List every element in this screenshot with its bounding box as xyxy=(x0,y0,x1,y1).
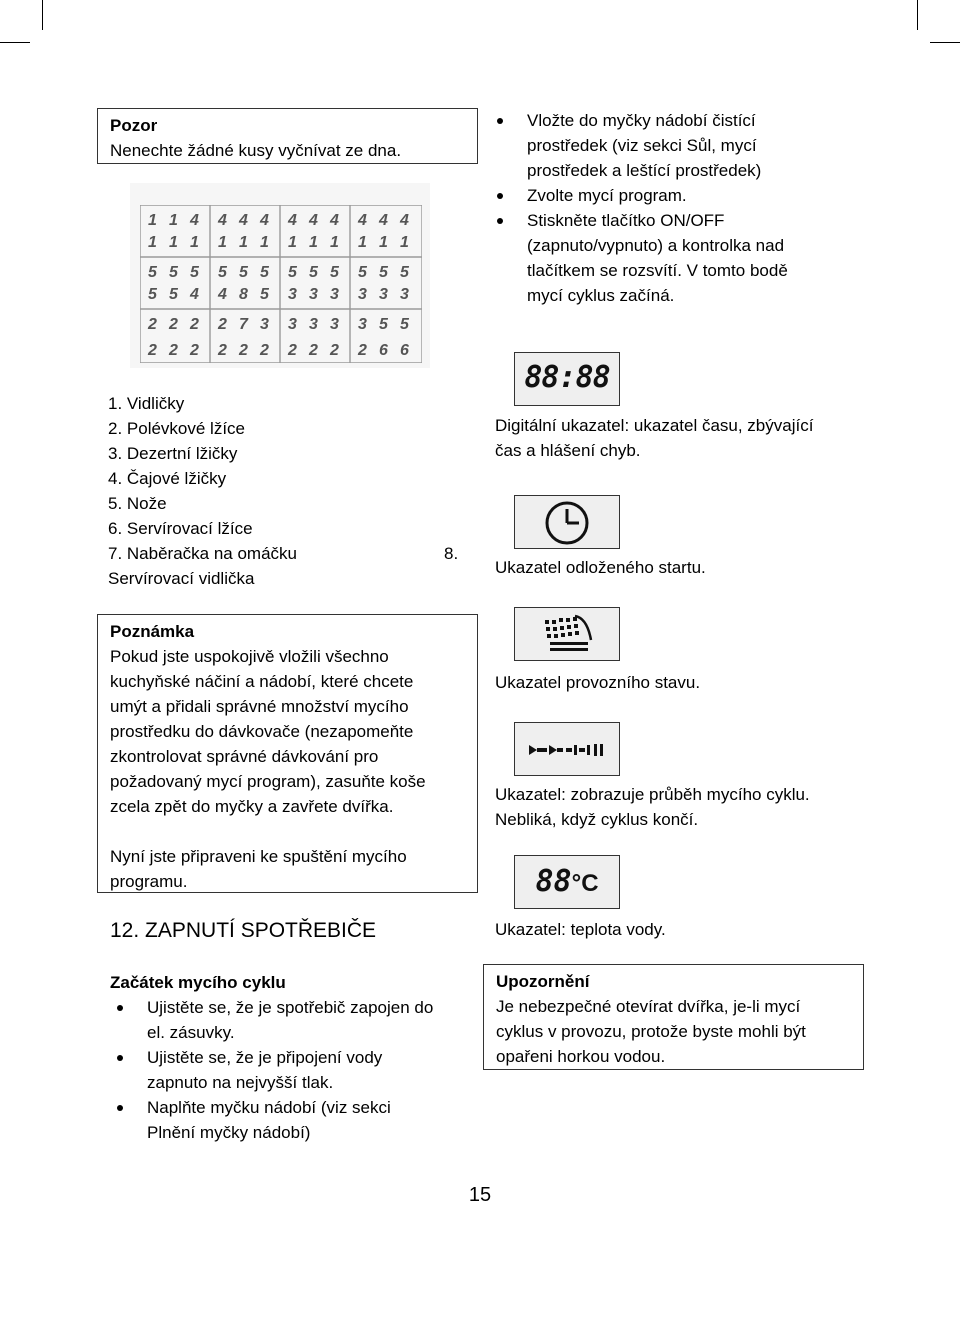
list-item: Zvolte mycí program. xyxy=(490,183,890,208)
cycle-progress-indicator xyxy=(514,722,620,776)
basket-digit: 2 xyxy=(169,316,178,333)
temperature-digits: 88 xyxy=(535,864,572,899)
crop-mark-top-right-v xyxy=(917,0,918,30)
status-caption: Ukazatel provozního stavu. xyxy=(495,673,701,692)
basket-digit: 3 xyxy=(358,286,367,303)
basket-digit: 3 xyxy=(330,286,339,303)
poznamka-line: programu. xyxy=(110,872,188,891)
basket-digit: 5 xyxy=(218,264,227,281)
basket-digit: 4 xyxy=(330,212,339,229)
basket-digit: 1 xyxy=(260,234,269,251)
legend-item-8-number: 8. xyxy=(444,544,459,563)
basket-digit: 5 xyxy=(379,264,388,281)
poznamka-line: kuchyňské náčiní a nádobí, které chcete xyxy=(110,672,414,691)
basket-digit: 4 xyxy=(309,212,318,229)
basket-digit: 4 xyxy=(218,286,227,303)
basket-digit: 5 xyxy=(288,264,297,281)
basket-digit: 4 xyxy=(190,212,199,229)
temperature-display xyxy=(515,863,619,901)
basket-digit: 2 xyxy=(190,316,199,333)
basket-digit: 1 xyxy=(148,212,157,229)
basket-digit: 5 xyxy=(148,286,157,303)
basket-digit: 1 xyxy=(169,212,178,229)
display-caption: Digitální ukazatel: ukazatel času, zbývající čas a hlášení chyb. xyxy=(495,416,814,460)
basket-digit: 4 xyxy=(400,212,409,229)
basket-digit: 5 xyxy=(239,264,248,281)
basket-digit: 6 xyxy=(379,342,388,359)
basket-digit: 4 xyxy=(218,212,227,229)
cutlery-basket-grid xyxy=(140,205,422,363)
basket-digit: 2 xyxy=(260,342,269,359)
legend-item: 1. Vidličky xyxy=(108,394,185,413)
basket-digit: 6 xyxy=(400,342,409,359)
basket-digit: 5 xyxy=(260,264,269,281)
basket-digit: 2 xyxy=(148,316,157,333)
section-subheading: Začátek mycího cyklu xyxy=(110,973,286,992)
basket-digit: 5 xyxy=(400,316,409,333)
upozorneni-line: Je nebezpečné otevírat dvířka, je-li mycí xyxy=(496,997,801,1016)
basket-digit: 1 xyxy=(379,234,388,251)
progress-caption: Ukazatel: zobrazuje průběh mycího cyklu. Nebliká, když cyklus končí. xyxy=(495,785,810,829)
operation-status-indicator xyxy=(514,607,620,661)
crop-mark-top-left-v xyxy=(42,0,43,30)
legend-item: Servírovací vidlička xyxy=(108,569,255,588)
list-item: Ujistěte se, že je spotřebič zapojen do el. zásuvky. xyxy=(110,995,480,1045)
basket-digit: 4 xyxy=(358,212,367,229)
basket-digit: 5 xyxy=(169,286,178,303)
basket-digit: 3 xyxy=(309,316,318,333)
basket-digit: 1 xyxy=(148,234,157,251)
basket-digit: 2 xyxy=(288,342,297,359)
basket-digit: 1 xyxy=(169,234,178,251)
legend-item: 4. Čajové lžičky xyxy=(108,469,227,488)
start-bullets xyxy=(110,995,480,1145)
progress-icon xyxy=(515,723,621,777)
basket-digit: 3 xyxy=(400,286,409,303)
delay-start-indicator xyxy=(514,495,620,549)
list-item: Stiskněte tlačítko ON/OFF (zapnuto/vypnuto) a kontrolka nad tlačítkem se rozsvítí. V tomto bodě mycí cyklus začíná. xyxy=(490,208,890,308)
poznamka-box xyxy=(97,614,478,893)
basket-digit: 2 xyxy=(358,342,367,359)
legend-item: 3. Dezertní lžičky xyxy=(108,444,238,463)
pozor-title: Pozor xyxy=(110,116,158,135)
legend-item: 5. Nože xyxy=(108,494,167,513)
basket-digit: 2 xyxy=(330,342,339,359)
basket-digit: 5 xyxy=(260,286,269,303)
basket-digit: 1 xyxy=(190,234,199,251)
legend-item-7: 7. Naběračka na omáčku xyxy=(108,544,297,563)
basket-digit: 5 xyxy=(190,264,199,281)
basket-digit: 4 xyxy=(260,212,269,229)
basket-digit: 1 xyxy=(400,234,409,251)
basket-digit: 4 xyxy=(239,212,248,229)
upozorneni-title: Upozornění xyxy=(496,972,590,991)
basket-digit: 5 xyxy=(330,264,339,281)
basket-digit: 3 xyxy=(358,316,367,333)
poznamka-line: prostředku do dávkovače (nezapomeňte xyxy=(110,722,414,741)
section-heading: 12. ZAPNUTÍ SPOTŘEBIČE xyxy=(110,919,377,942)
display-digits: 88:88 xyxy=(524,360,610,395)
list-item: Naplňte myčku nádobí (viz sekci Plnění myčky nádobí) xyxy=(110,1095,480,1145)
basket-digit: 5 xyxy=(148,264,157,281)
poznamka-line: umýt a přidali správné množství mycího xyxy=(110,697,409,716)
basket-digit: 8 xyxy=(239,286,248,303)
upozorneni-line: opařeni horkou vodou. xyxy=(496,1047,666,1066)
basket-digit: 3 xyxy=(379,286,388,303)
basket-digit: 2 xyxy=(148,342,157,359)
basket-digit: 4 xyxy=(190,286,199,303)
page-number: 15 xyxy=(468,1184,492,1206)
right-bullets xyxy=(490,108,890,308)
basket-digit: 3 xyxy=(260,316,269,333)
basket-digit: 5 xyxy=(309,264,318,281)
pozor-text: Nenechte žádné kusy vyčnívat ze dna. xyxy=(110,141,402,160)
list-item: Ujistěte se, že je připojení vody zapnuto na nejvyšší tlak. xyxy=(110,1045,480,1095)
basket-digit: 2 xyxy=(218,316,227,333)
basket-digit: 3 xyxy=(309,286,318,303)
upozorneni-box xyxy=(483,964,864,1070)
poznamka-title: Poznámka xyxy=(110,622,195,641)
basket-digit: 5 xyxy=(169,264,178,281)
washing-status-icon xyxy=(515,608,621,662)
upozorneni-line: cyklus v provozu, protože byste mohli být xyxy=(496,1022,806,1041)
basket-digit: 1 xyxy=(330,234,339,251)
poznamka-line: Pokud jste uspokojivě vložili všechno xyxy=(110,647,389,666)
basket-digit: 1 xyxy=(358,234,367,251)
basket-digit: 5 xyxy=(400,264,409,281)
temperature-caption: Ukazatel: teplota vody. xyxy=(495,920,666,939)
basket-digit: 2 xyxy=(218,342,227,359)
basket-digit: 3 xyxy=(330,316,339,333)
basket-digit: 5 xyxy=(379,316,388,333)
legend-item: 2. Polévkové lžíce xyxy=(108,419,246,438)
basket-digit: 1 xyxy=(309,234,318,251)
cutlery-legend xyxy=(108,391,468,591)
poznamka-line: požadovaný mycí program), zasuňte koše xyxy=(110,772,426,791)
water-temperature-indicator xyxy=(514,855,620,909)
basket-digit: 3 xyxy=(288,286,297,303)
basket-digit: 1 xyxy=(288,234,297,251)
poznamka-line: zcela zpět do myčky a zavřete dvířka. xyxy=(110,797,394,816)
basket-digit: 2 xyxy=(309,342,318,359)
legend-item xyxy=(108,541,468,566)
basket-digit: 2 xyxy=(190,342,199,359)
basket-digit: 1 xyxy=(239,234,248,251)
clock-icon xyxy=(515,496,621,550)
basket-digit: 2 xyxy=(169,342,178,359)
delay-caption: Ukazatel odloženého startu. xyxy=(495,558,706,577)
poznamka-line: zkontrolovat správné dávkování pro xyxy=(110,747,379,766)
legend-item: 6. Servírovací lžíce xyxy=(108,519,253,538)
basket-digit: 5 xyxy=(358,264,367,281)
basket-digit: 2 xyxy=(239,342,248,359)
pozor-box xyxy=(97,108,478,164)
basket-digit: 4 xyxy=(379,212,388,229)
basket-digit: 4 xyxy=(288,212,297,229)
crop-mark-top-right xyxy=(930,42,960,43)
basket-digit: 3 xyxy=(288,316,297,333)
crop-mark-top-left xyxy=(0,42,30,43)
basket-digit: 1 xyxy=(218,234,227,251)
basket-digit: 7 xyxy=(239,316,248,333)
poznamka-line: Nyní jste připraveni ke spuštění mycího xyxy=(110,847,407,866)
temperature-unit: °C xyxy=(571,870,599,897)
digital-display-indicator xyxy=(514,352,620,406)
list-item: Vložte do myčky nádobí čistící prostředek (viz sekci Sůl, mycí prostředek a leštící prostředek) xyxy=(490,108,890,183)
